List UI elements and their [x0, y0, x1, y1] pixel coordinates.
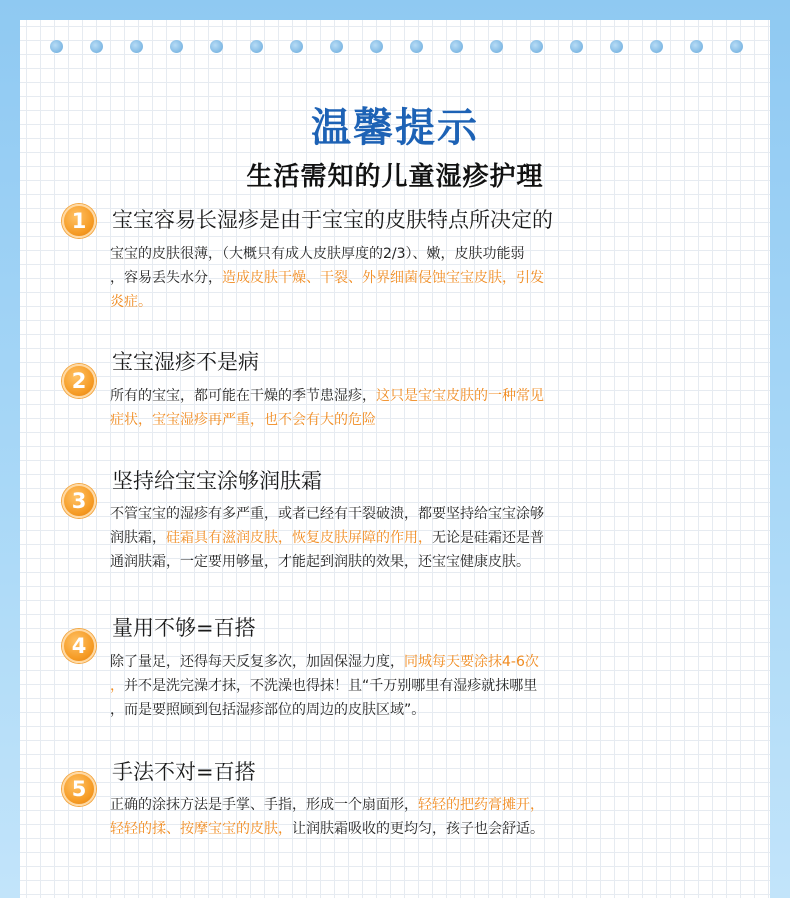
body-text: 无论是硅霜还是普 — [432, 530, 544, 546]
body-text: 通润肤霜，一定要用够量，才能起到润肤的效果，还宝宝健康皮肤。 — [110, 554, 530, 570]
highlighted-text: 轻轻的把药膏摊开， — [418, 797, 544, 813]
body-text: 不管宝宝的湿疹有多严重，或者已经有干裂破溃，都要坚持给宝宝涂够 — [110, 506, 544, 522]
binder-hole — [730, 40, 743, 53]
tip-body — [110, 502, 650, 574]
tip-number-badge: 5 — [62, 772, 96, 806]
highlighted-text: 硅霜具有滋润皮肤，恢复皮肤屏障的作用， — [166, 530, 432, 546]
tip-heading: 宝宝湿疹不是病 — [112, 350, 259, 374]
binder-hole — [290, 40, 303, 53]
tip-number-badge: 2 — [62, 364, 96, 398]
body-text: ，而是要照顾到包括湿疹部位的周边的皮肤区域”。 — [110, 702, 426, 718]
tip-heading: 宝宝容易长湿疹是由于宝宝的皮肤特点所决定的 — [112, 208, 553, 232]
notebook-paper — [20, 20, 770, 898]
highlighted-text: 造成皮肤干燥、干裂、外界细菌侵蚀宝宝皮肤，引发 — [222, 270, 544, 286]
tip-body-line — [110, 502, 650, 526]
highlighted-text: 炎症。 — [110, 294, 152, 310]
page-subtitle: 生活需知的儿童湿疹护理 — [246, 162, 544, 192]
tip-body-line — [110, 408, 650, 432]
binder-hole — [650, 40, 663, 53]
tip-body-line — [110, 266, 650, 290]
body-text: 宝宝的皮肤很薄，（大概只有成人皮肤厚度的2/3）、嫩，皮肤功能弱 — [110, 246, 525, 262]
binder-hole — [170, 40, 183, 53]
tip-body-line — [110, 793, 650, 817]
page-title: 温馨提示 — [311, 105, 479, 151]
body-text: 并不是洗完澡才抹，不洗澡也得抹！且“千万别哪里有湿疹就抹哪里 — [124, 678, 538, 694]
tip-body — [110, 650, 650, 722]
binder-hole — [130, 40, 143, 53]
tip-body-line — [110, 550, 650, 574]
tip-body-line — [110, 817, 650, 841]
highlighted-text: 症状，宝宝湿疹再严重，也不会有大的危险 — [110, 412, 376, 428]
highlighted-text: 这只是宝宝皮肤的一种常见 — [376, 388, 544, 404]
body-text: 正确的涂抹方法是手掌、手指，形成一个扇面形， — [110, 797, 418, 813]
tip-body-line — [110, 650, 650, 674]
tip-body-line — [110, 526, 650, 550]
tip-body — [110, 242, 650, 314]
highlighted-text: 轻轻的揉、按摩宝宝的皮肤， — [110, 821, 292, 837]
tip-heading: 量用不够=百搭 — [112, 616, 256, 640]
tip-body — [110, 384, 650, 432]
binder-holes — [50, 40, 750, 54]
body-text: 让润肤霜吸收的更均匀，孩子也会舒适。 — [292, 821, 544, 837]
binder-hole — [530, 40, 543, 53]
binder-hole — [410, 40, 423, 53]
binder-hole — [370, 40, 383, 53]
binder-hole — [690, 40, 703, 53]
body-text: 所有的宝宝，都可能在干燥的季节患湿疹， — [110, 388, 376, 404]
tip-body-line — [110, 242, 650, 266]
tip-body-line — [110, 674, 650, 698]
tip-body-line — [110, 384, 650, 408]
binder-hole — [330, 40, 343, 53]
tip-number-badge: 1 — [62, 204, 96, 238]
body-text: 润肤霜， — [110, 530, 166, 546]
body-text: 除了量足，还得每天反复多次，加固保湿力度， — [110, 654, 404, 670]
binder-hole — [250, 40, 263, 53]
tip-number-badge: 3 — [62, 484, 96, 518]
binder-hole — [490, 40, 503, 53]
binder-hole — [450, 40, 463, 53]
tip-body-line — [110, 290, 650, 314]
tip-heading: 坚持给宝宝涂够润肤霜 — [112, 469, 322, 493]
body-text: ，容易丢失水分， — [110, 270, 222, 286]
binder-hole — [210, 40, 223, 53]
binder-hole — [610, 40, 623, 53]
tip-body-line — [110, 698, 650, 722]
highlighted-text: 同城每天要涂抹4-6次 — [404, 654, 539, 670]
binder-hole — [50, 40, 63, 53]
tip-number-badge: 4 — [62, 629, 96, 663]
highlighted-text: ， — [110, 678, 124, 694]
binder-hole — [90, 40, 103, 53]
tip-heading: 手法不对=百搭 — [112, 760, 256, 784]
binder-hole — [570, 40, 583, 53]
tip-body — [110, 793, 650, 841]
